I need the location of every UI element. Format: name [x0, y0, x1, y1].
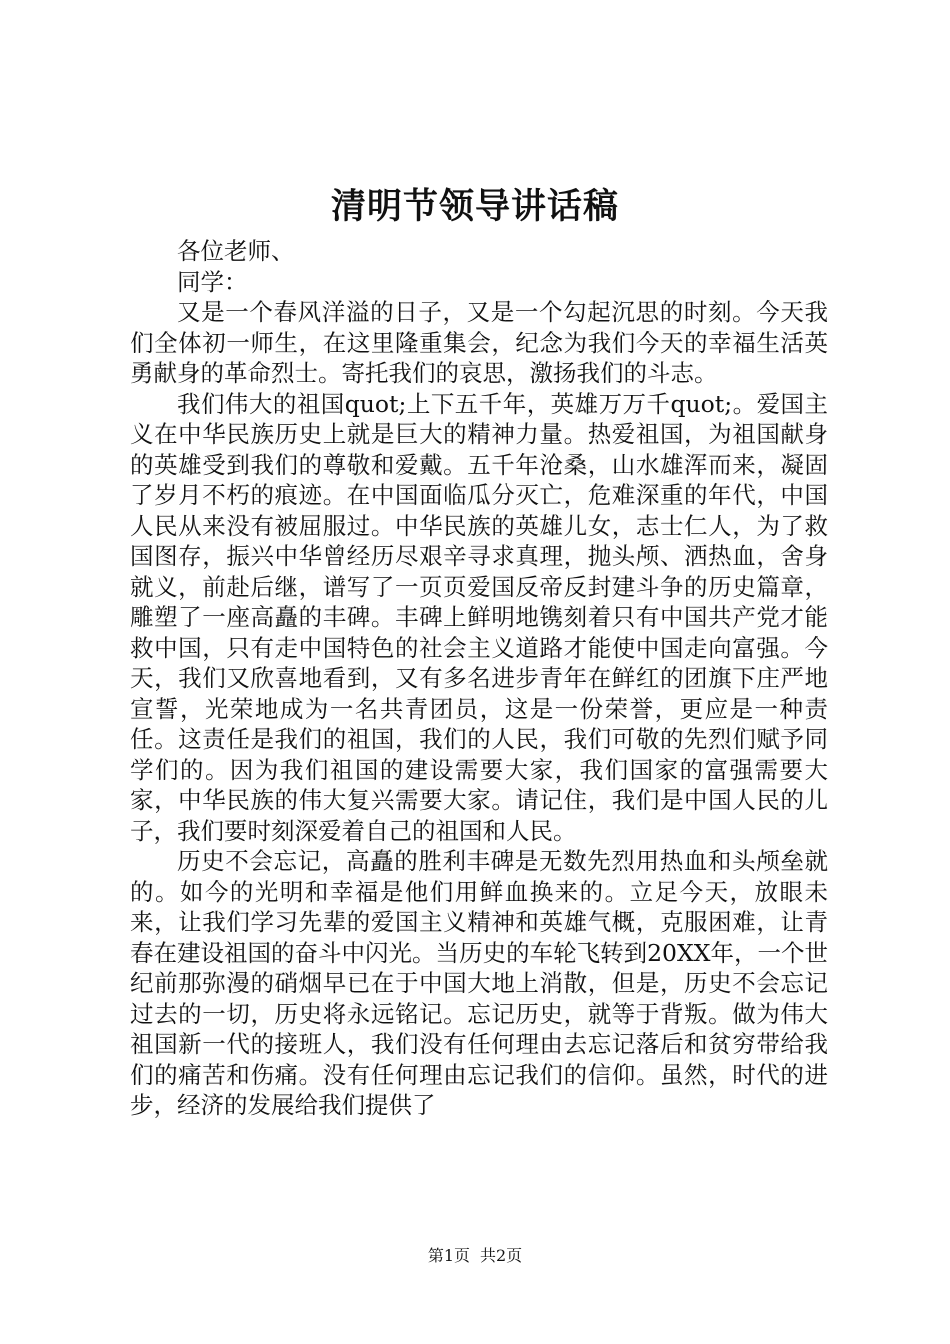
- document-title: 清明节领导讲话稿: [330, 186, 619, 227]
- paragraph-patriotism: 我们伟大的祖国quot;上下五千年，英雄万万千quot;。爱国主义在中华民族历史上就是巨大的精神力量。热爱祖国，为祖国献身的英雄受到我们的尊敬和爱戴。五千年沧桑，山水雄浑而来，凝固了岁月不朽的痕迹。在中国面临瓜分灭亡，危难深重的年代，中国人民从来没有被屈服过。中华民族的英雄儿女，志士仁人，为了救国图存，振兴中华曾经历尽艰辛寻求真理，抛头颅、洒热血，舍身就义，前赴后继，谱写了一页页爱国反帝反封建斗争的历史篇章，雕塑了一座高矗的丰碑。丰碑上鲜明地镌刻着只有中国共产党才能救中国，只有走中国特色的社会主义道路才能使中国走向富强。今天，我们又欣喜地看到，又有多名进步青年在鲜红的团旗下庄严地宣誓，光荣地成为一名共青团员，这是一份荣誉，更应是一种责任。这责任是我们的祖国，我们的人民，我们可敬的先烈们赋予同学们的。因为我们祖国的建设需要大家，我们国家的富强需要大家，中华民族的伟大复兴需要大家。请记住，我们是中国人民的儿子，我们要时刻深爱着自己的祖国和人民。: [130, 389, 828, 845]
- paragraph-opening: 又是一个春风洋溢的日子，又是一个勾起沉思的时刻。今天我们全体初一师生，在这里隆重集会，纪念为我们今天的幸福生活英勇献身的革命烈士。寄托我们的哀思，激扬我们的斗志。: [130, 298, 828, 387]
- page-footer: [0, 1245, 950, 1267]
- page-total: 共2页: [480, 1246, 523, 1265]
- page-number: 第1页: [427, 1246, 470, 1265]
- salutation-line-2: 同学：: [177, 267, 248, 296]
- paragraph-history: 历史不会忘记，高矗的胜利丰碑是无数先烈用热血和头颅垒就的。如今的光明和幸福是他们用鲜血换来的。立足今天，放眼未来，让我们学习先辈的爱国主义精神和英雄气概，克服困难，让青春在建设祖国的奋斗中闪光。当历史的车轮飞转到20XX年，一个世纪前那弥漫的硝烟早已在于中国大地上消散，但是，历史不会忘记过去的一切，历史将永远铭记。忘记历史，就等于背叛。做为伟大祖国新一代的接班人，我们没有任何理由去忘记落后和贫穷带给我们的痛苦和伤痛。没有任何理由忘记我们的信仰。虽然，时代的进步，经济的发展给我们提供了: [130, 847, 828, 1119]
- salutation-line-1: 各位老师、: [177, 237, 295, 265]
- document-body: [130, 236, 828, 1121]
